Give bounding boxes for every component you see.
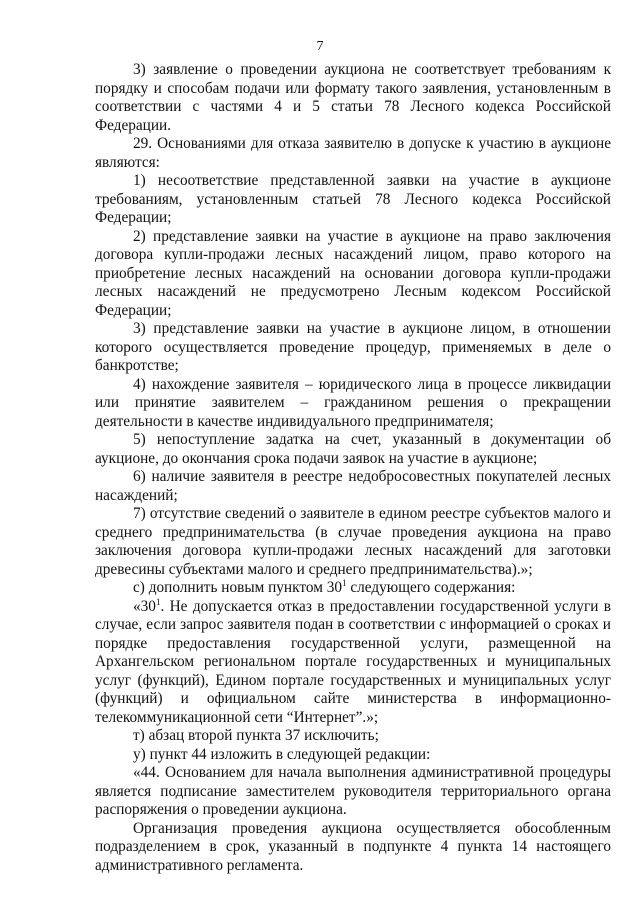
- paragraph: 3) представление заявки на участие в аукционе лицом, в отношении которого осуществляется проведение процедур, применяемых в деле о банкротстве;: [95, 320, 611, 374]
- paragraph: 5) непоступление задатка на счет, указанный в документации об аукционе, до окончания срока подачи заявок на участие в аукционе;: [95, 431, 611, 467]
- page-number: 7: [316, 39, 324, 54]
- paragraph: у) пункт 44 изложить в следующей редакции:: [133, 745, 431, 763]
- paragraph: 29. Основаниями для отказа заявителю в допуске к участию в аукционе являются:: [95, 135, 611, 171]
- document-body: [95, 61, 611, 875]
- superscript: 1: [155, 596, 161, 607]
- item-30-1-number: «30: [133, 597, 156, 615]
- superscript: 1: [342, 577, 347, 588]
- paragraph-item-30-1: [95, 598, 611, 728]
- paragraph: «44. Основанием для начала выполнения административной процедуры является подписание заместителем руководителя территориального органа распоряжения о проведении аукциона.: [95, 764, 611, 818]
- paragraph: 7) отсутствие сведений о заявителе в едином реестре субъектов малого и среднего предпринимательства (в случае проведения аукциона на право заключения договора купли-продажи лесных насаждений для заготовки древесины субъектами малого и среднего предпринимательства).»;: [95, 505, 611, 578]
- item-c-text: с) дополнить новым пунктом 30: [133, 579, 342, 596]
- paragraph: Организация проведения аукциона осуществляется обособленным подразделением в срок, указанный в подпункте 4 пункта 14 настоящего административного регламента.: [95, 819, 611, 874]
- paragraph: 1) несоответствие представленной заявки на участие в аукционе требованиям, установленным статьей 78 Лесного кодекса Российской Федерации;: [95, 172, 611, 226]
- paragraph: 2) представление заявки на участие в аукционе на право заключения договора купли-продажи лесных насаждений лицом, право которого на приобретение лесных насаждений на основании договора купли-продажи лесных насаждений не предусмотрено Лесным кодексом Российской Федерации;: [95, 227, 611, 319]
- item-30-1-text: . Не допускается отказ в предоставлении государственной услуги в случае, если запрос заявителя подан в соответствии с информацией о сроках и порядке предоставления государственной услуги, размещенной на Архангельском региональном портале государственных и муниципальных услуг (функций), Едином портале государственных и муниципальных услуг (функций) и официальном сайте министерства в информационно-телекоммуникационной сети “Интернет”.»;: [95, 597, 611, 726]
- item-c-text-end: следующего содержания:: [346, 579, 516, 596]
- paragraph: т) абзац второй пункта 37 исключить;: [133, 727, 379, 744]
- paragraph: 6) наличие заявителя в реестре недобросовестных покупателей лесных насаждений;: [95, 468, 611, 504]
- paragraph: 4) нахождение заявителя – юридического лица в процессе ликвидации или принятие заявителем – гражданином решения о прекращении деятельности в качестве индивидуального предпринимателя;: [95, 375, 611, 430]
- paragraph-item-c: [95, 579, 611, 598]
- paragraph: 3) заявление о проведении аукциона не соответствует требованиям к порядку и способам подачи или формату такого заявления, установленным в соответствии с частями 4 и 5 статьи 78 Лесного кодекса Российской Федерации.: [95, 61, 611, 134]
